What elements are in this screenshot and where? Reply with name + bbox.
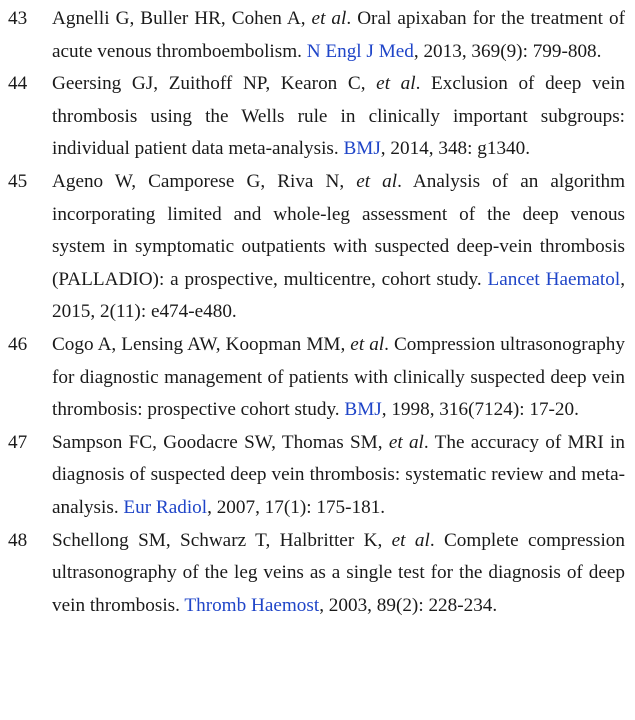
journal-link[interactable]: Thromb Haemost <box>184 594 320 616</box>
journal-link[interactable]: Lancet Haematol <box>487 268 621 290</box>
reference-authors: Agnelli G, Buller HR, Cohen A, <box>52 8 312 29</box>
reference-details: , 2014, 348: g1340. <box>380 138 531 160</box>
reference-number: 46 <box>8 333 28 355</box>
reference-title: . Complete compression ultrasonography of the leg veins as a single test for the diagnosis of deep vein thrombosis. <box>52 529 625 616</box>
reference-details: , 2013, 369(9): 799-808. <box>413 40 602 62</box>
reference-number: 44 <box>8 73 28 95</box>
reference-details: , 2015, 2(11): e474-e480. <box>52 268 625 323</box>
reference-details: , 2007, 17(1): 175-181. <box>207 496 386 518</box>
reference-title: . Analysis of an algorithm incorporating limited and whole-leg assessment of the deep venous system in symptomatic outpatients with suspected deep-vein thrombosis (PALLADIO): a prospective, multicentre, cohort study. <box>52 170 625 290</box>
reference-authors: Ageno W, Camporese G, Riva N, <box>52 170 357 192</box>
reference-et-al: et al <box>388 431 424 453</box>
reference-details: , 2003, 89(2): 228-234. <box>319 594 498 616</box>
reference-number: 48 <box>8 529 28 551</box>
reference-item-45 <box>0 166 635 329</box>
reference-list <box>0 3 635 622</box>
reference-authors: Sampson FC, Goodacre SW, Thomas SM, <box>52 431 389 453</box>
reference-item-44 <box>0 68 635 166</box>
reference-number: 43 <box>8 8 28 29</box>
reference-item-46 <box>0 329 635 427</box>
reference-et-al: et al <box>350 333 385 355</box>
journal-link[interactable]: N Engl J Med <box>306 40 414 62</box>
reference-item-47 <box>0 427 635 525</box>
reference-title: . Compression ultrasonography for diagnostic management of patients with clinically suspected deep vein thrombosis: prospective cohort study. <box>52 333 625 421</box>
journal-link[interactable]: BMJ <box>344 399 382 421</box>
reference-authors: Geersing GJ, Zuithoff NP, Kearon C, <box>52 73 377 95</box>
reference-item-43 <box>0 3 635 68</box>
reference-details: , 1998, 316(7124): 17-20. <box>381 399 579 421</box>
reference-number: 47 <box>8 431 28 453</box>
reference-authors: Cogo A, Lensing AW, Koopman MM, <box>52 333 351 355</box>
reference-title: . Oral apixaban for the treatment of acute venous thromboembolism. <box>52 8 625 62</box>
reference-et-al: et al <box>311 8 347 29</box>
reference-title: . Exclusion of deep vein thrombosis using the Wells rule in clinically important subgroups: individual patient data meta-analysis. <box>52 73 625 160</box>
reference-et-al: et al <box>376 73 416 95</box>
reference-authors: Schellong SM, Schwarz T, Halbritter K, <box>52 529 392 551</box>
reference-title: . The accuracy of MRI in diagnosis of suspected deep vein thrombosis: systematic review and meta-analysis. <box>52 431 625 518</box>
reference-et-al: et al <box>391 529 430 551</box>
reference-item-48 <box>0 525 635 623</box>
journal-link[interactable]: BMJ <box>343 138 381 160</box>
journal-link[interactable]: Eur Radiol <box>123 496 208 518</box>
reference-et-al: et al <box>356 170 398 192</box>
reference-number: 45 <box>8 170 28 192</box>
